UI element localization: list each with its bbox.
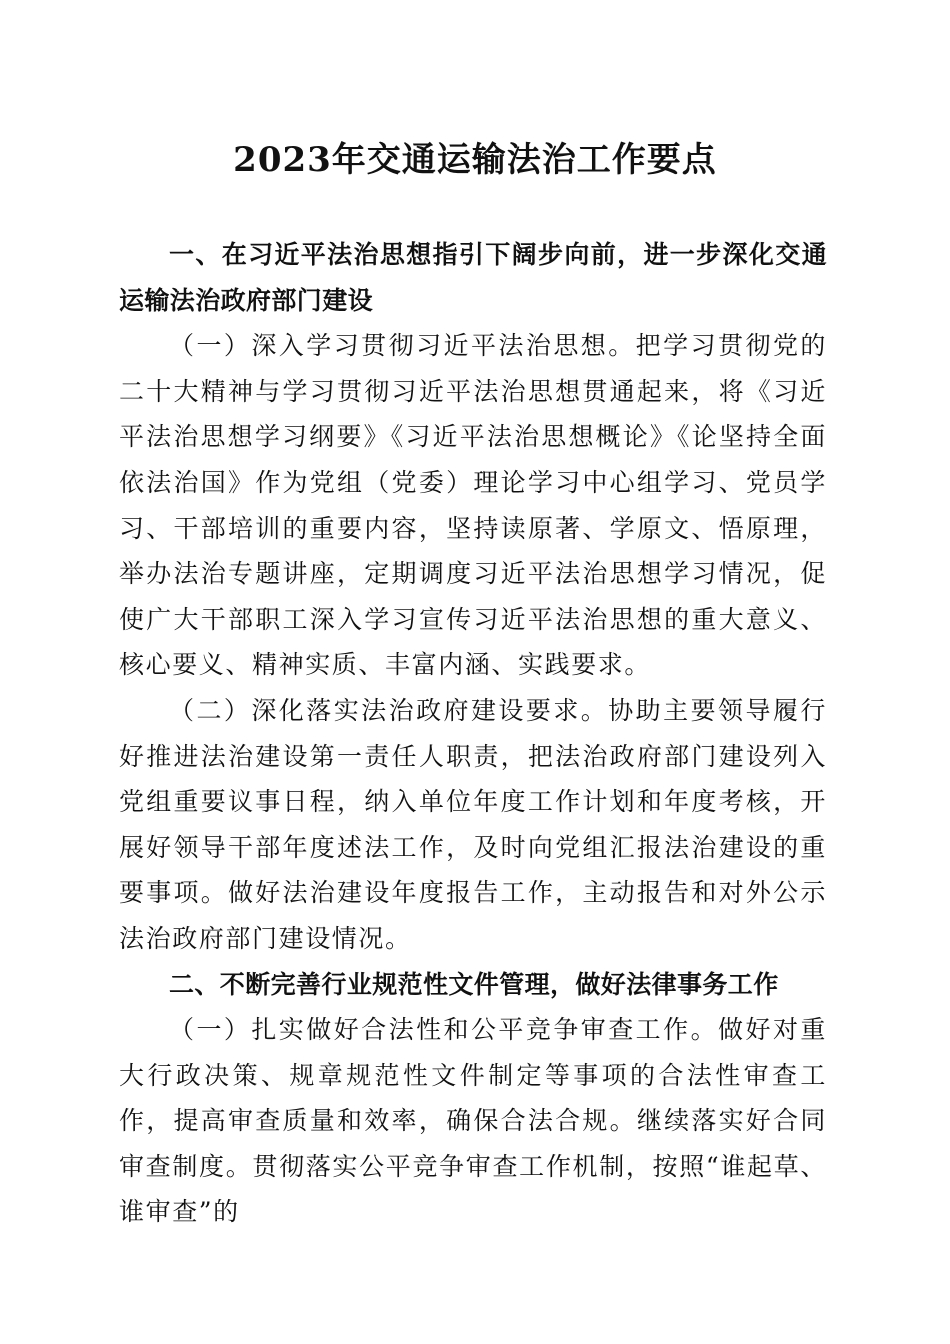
section-heading-1: 一、在习近平法治思想指引下阔步向前，进一步深化交通运输法治政府部门建设 [119, 240, 827, 315]
paragraph-1-2: （二）深化落实法治政府建设要求。协助主要领导履行好推进法治建设第一责任人职责，把法治政府部门建设列入党组重要议事日程，纳入单位年度工作计划和年度考核，开展好领导干部年度述法工作，及时向党组汇报法治建设的重要事项。做好法治建设年度报告工作，主动报告和对外公示法治政府部门建设情况。 [119, 695, 827, 953]
paragraph-2-1: （一）扎实做好合法性和公平竞争审查工作。做好对重大行政决策、规章规范性文件制定等事项的合法性审查工作，提高审查质量和效率，确保合法合规。继续落实好合同审查制度。贯彻落实公平竞争审查工作机制，按照“谁起草、谁审查”的 [119, 1015, 827, 1227]
document-title: 2023年交通运输法治工作要点 [233, 140, 717, 180]
paragraph-1-1: （一）深入学习贯彻习近平法治思想。把学习贯彻党的二十大精神与学习贯彻习近平法治思想贯通起来，将《习近平法治思想学习纲要》《习近平法治思想概论》《论坚持全面依法治国》作为党组（党委）理论学习中心组学习、党员学习、干部培训的重要内容，坚持读原著、学原文、悟原理，举办法治专题讲座，定期调度习近平法治思想学习情况，促使广大干部职工深入学习宣传习近平法治思想的重大意义、核心要义、精神实质、丰富内涵、实践要求。 [119, 331, 827, 680]
section-heading-2: 二、不断完善行业规范性文件管理，做好法律事务工作 [169, 969, 779, 999]
document-body [119, 232, 827, 1235]
